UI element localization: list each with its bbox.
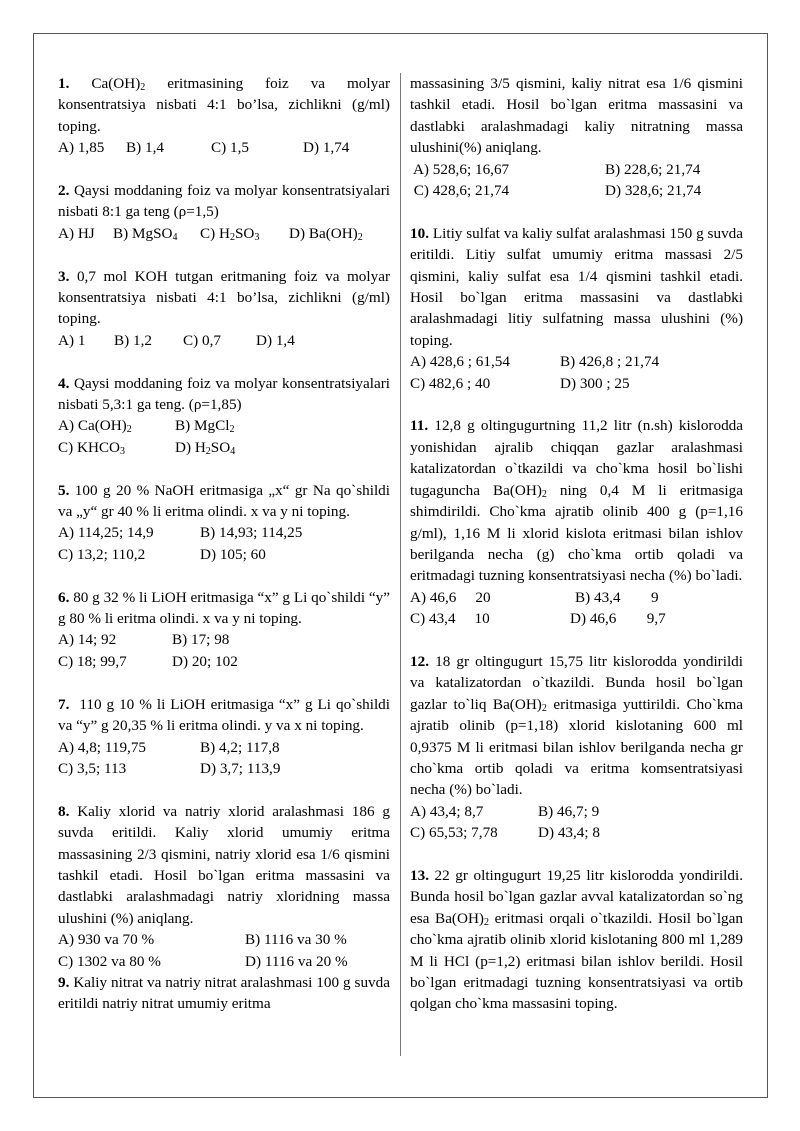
question-4 — [58, 373, 390, 416]
answer-row — [58, 629, 390, 650]
option-a: A) 43,4; 8,7 — [410, 802, 484, 820]
option-a: A) 1 — [58, 331, 86, 349]
question-text: 12,8 g oltingugurtning 11,2 litr (n.sh) kislorodda yonishidan ajralib chiqqan gazlar aralashmasi katalizatordan o`tkazildi va cho`kma hosil bo`lishi tugaguncha $Ba(OH)_2$ ning 0,4 M li eritmasiga shimdirildi. Cho`kma ajratib olinib 400 g (p=1,16 g/ml), 1,16 M li xlorid kislota eritmasi bilan ishlov berilganda necha (g) cho`kma ortib qoladi va eritmadagi tuzning konsentratsiyasi necha (%) bo`ladi. — [410, 417, 743, 585]
option-d: D) 300 ; 25 — [560, 374, 630, 392]
answer-row — [58, 137, 390, 158]
answer-row — [58, 415, 390, 436]
option-b: B) 14,93; 114,25 — [200, 524, 303, 542]
option-a: A) 14; 92 — [58, 631, 117, 649]
answer-row — [58, 522, 390, 543]
option-c: C) $KHCO_3$ — [58, 438, 126, 457]
question-text: 100 g 20 % NaOH eritmasiga „x“ gr Na qo`shildi va „y“ gr 40 % li eritma olindi. x va y ni toping. — [58, 481, 390, 521]
question-text: 22 gr oltingugurt 19,25 litr kislorodda yondirildi. Bunda hosil bo`lgan gazlar avval katalizatordan so`ng esa $Ba(OH)_2$ eritmasi orqali o`tkazildi. Hosil bo`lgan cho`kma ajratib olinib xlorid kislotaning 800 ml 1,289 M li HCl (p=1,2) eritmasi bilan ishlov berildi. Hosil bo`lgan eritmadagi tuzning konsentratsiyasi va ortib qolgan cho`kma massasini toping. — [410, 866, 743, 1013]
option-b: B) 46,7; 9 — [538, 802, 600, 820]
option-b: B) MgCl$_2$ — [175, 417, 235, 436]
answer-row — [410, 180, 743, 201]
question-2 — [58, 180, 390, 223]
question-text: Kaliy nitrat va natriy nitrat aralashmasi 100 g suvda eritildi natriy nitrat umumiy eritma — [58, 973, 390, 1013]
option-b: B) MgSO$_4$ — [113, 224, 178, 243]
answer-row — [58, 330, 390, 351]
question-8 — [58, 801, 390, 929]
option-d: D) 105; 60 — [200, 545, 266, 563]
question-number: 7. — [58, 695, 70, 713]
question-text: Kaliy xlorid va natriy xlorid aralashmasi 186 g suvda eritildi. Kaliy xlorid umumiy eritma massasining 2/3 qismini, natriy xlorid esa 1/6 qismini tashkil etadi. Hosil bo`lgan eritma massasini va dastlabki aralashmadagi natriy xloridning massa ulushini (%) aniqlang. — [58, 802, 390, 927]
question-text: 110 g 10 % li LiOH eritmasiga “x” g Li qo`shildi va “y” g 20,35 % li eritma olindi. y va x ni toping. — [58, 695, 394, 735]
option-b: B) 228,6; 21,74 — [605, 160, 701, 178]
question-text: Litiy sulfat va kaliy sulfat aralashmasi 150 g suvda eritildi. Litiy sulfat umumiy eritma massasi 2/5 qismini, kaliy sulfat esa 1/4 qismini tashkil etadi. Hosil bo`lgan eritma massasini va dastlabki aralashmadagi litiy sulfatning massa ulushini (%) toping. — [410, 224, 743, 349]
option-c: C) 3,5; 113 — [58, 759, 127, 777]
right-column — [410, 73, 743, 1015]
question-number: 11. — [410, 417, 429, 435]
question-number: 6. — [58, 588, 70, 606]
answer-row — [410, 608, 743, 629]
option-a: A) 1,85 — [58, 139, 105, 157]
option-d: D) $Ba(OH)_2$ — [289, 224, 363, 243]
question-text: 18 gr oltingugurt 15,75 litr kislorodda yondirildi va katalizatordan o`tkazildi. Bunda hosil bo`lgan gazlar to`liq $Ba(OH)_2$ eritmasiga yuttirildi. Cho`kma ajratib olinib (p=1,18) xlorid kislotaning 600 ml 0,9375 M li eritmasi bilan ishlov berilganda necha gr cho`kma ortib qoladi va eritma komsentratsiyasi necha (%) bo`ladi. — [410, 652, 743, 799]
option-a: A) 4,8; 119,75 — [58, 738, 147, 756]
option-d: D) 1116 va 20 % — [245, 952, 348, 970]
answer-row — [410, 373, 743, 394]
question-3 — [58, 266, 390, 330]
answer-row — [58, 758, 390, 779]
option-c: C) 18; 99,7 — [58, 652, 127, 670]
question-5 — [58, 480, 390, 523]
answer-row — [58, 544, 390, 565]
option-b: B) 17; 98 — [172, 631, 230, 649]
answer-row — [410, 822, 743, 843]
question-number: 3. — [58, 267, 70, 285]
answer-row — [410, 801, 743, 822]
answer-row — [410, 159, 743, 180]
question-number: 1. — [58, 75, 70, 92]
option-a: A) 930 va 70 % — [58, 931, 155, 949]
option-d: D) 43,4; 8 — [538, 824, 601, 842]
question-number: 4. — [58, 374, 70, 392]
column-divider — [400, 73, 401, 1056]
question-text: massasining 3/5 qismini, kaliy nitrat esa 1/6 qismini tashkil etadi. Hosil bo`lgan eritma massasini va dastlabki aralashmadagi kaliy nitratning massa ulushini(%) aniqlang. — [410, 75, 743, 157]
option-d: D) 1,4 — [256, 331, 295, 349]
question-number: 13. — [410, 866, 429, 884]
question-number: 9. — [58, 973, 70, 991]
option-c: C) 65,53; 7,78 — [410, 824, 498, 842]
question-text: Qaysi moddaning foiz va molyar konsentratsiyalari nisbati 5,3:1 ga teng. (ρ=1,85) — [58, 374, 390, 414]
option-a: A) 114,25; 14,9 — [58, 524, 154, 542]
option-a: A) 428,6 ; 61,54 — [410, 353, 510, 371]
question-7 — [58, 694, 394, 737]
answer-row — [58, 223, 390, 244]
option-c: C) 1302 va 80 % — [58, 952, 161, 970]
option-d: D) 328,6; 21,74 — [605, 182, 702, 200]
question-text: 0,7 mol KOH tutgan eritmaning foiz va molyar konsentratsiya nisbati 4:1 bo’lsa, zichlikni (g/ml) toping. — [58, 267, 390, 328]
option-b: B) 1,2 — [114, 331, 152, 349]
option-d: D) $H_2SO_4$ — [175, 438, 236, 457]
option-d: D) 20; 102 — [172, 652, 238, 670]
option-b: B) 426,8 ; 21,74 — [560, 353, 660, 371]
answer-row — [58, 651, 390, 672]
option-c: C) 482,6 ; 40 — [410, 374, 491, 392]
option-d: D) 3,7; 113,9 — [200, 759, 281, 777]
question-9-continued — [410, 73, 743, 159]
option-b: B) 1,4 — [126, 139, 164, 157]
question-12 — [410, 651, 743, 801]
question-text: 80 g 32 % li LiOH eritmasiga “x” g Li qo`shildi “y” g 80 % li eritma olindi. x va y ni toping. — [58, 588, 390, 628]
answer-row — [410, 351, 743, 372]
option-a: A) 528,6; 16,67 — [410, 160, 510, 178]
question-13 — [410, 865, 743, 1015]
question-11 — [410, 415, 743, 586]
option-c: C) 428,6; 21,74 — [410, 182, 510, 200]
question-9 — [58, 972, 390, 1015]
option-c: C) 1,5 — [211, 139, 249, 157]
question-number: 10. — [410, 224, 429, 242]
question-number: 8. — [58, 802, 70, 820]
question-number: 12. — [410, 652, 429, 670]
answer-row — [58, 437, 390, 458]
option-c: C) $H_2SO_3$ — [200, 224, 260, 243]
option-a: A) $Ca(OH)_2$ — [58, 417, 132, 436]
option-b: B) 1116 va 30 % — [245, 931, 347, 949]
answer-row — [58, 929, 390, 950]
option-d: D) 46,6 9,7 — [570, 610, 666, 628]
option-c: C) 0,7 — [183, 331, 221, 349]
answer-row — [410, 587, 743, 608]
question-number: 5. — [58, 481, 70, 499]
left-column — [58, 73, 394, 1015]
answer-row — [58, 737, 390, 758]
option-a: A) 46,6 20 — [410, 588, 491, 606]
question-1 — [58, 73, 390, 137]
question-text: $Ca(OH)_2$ eritmasining foiz va molyar konsentratsiya nisbati 4:1 bo’lsa, zichlikni (g/ml) toping. — [58, 75, 391, 135]
option-a: A) HJ — [58, 224, 95, 242]
question-6 — [58, 587, 390, 630]
option-d: D) 1,74 — [303, 139, 350, 157]
question-text: Qaysi moddaning foiz va molyar konsentratsiyalari nisbati 8:1 ga teng (ρ=1,5) — [58, 182, 390, 221]
option-c: C) 13,2; 110,2 — [58, 545, 146, 563]
answer-row — [58, 951, 390, 972]
question-10 — [410, 223, 743, 351]
option-c: C) 43,4 10 — [410, 610, 490, 628]
option-b: B) 43,4 9 — [575, 588, 659, 606]
question-number: 2. — [58, 182, 70, 200]
option-b: B) 4,2; 117,8 — [200, 738, 280, 756]
